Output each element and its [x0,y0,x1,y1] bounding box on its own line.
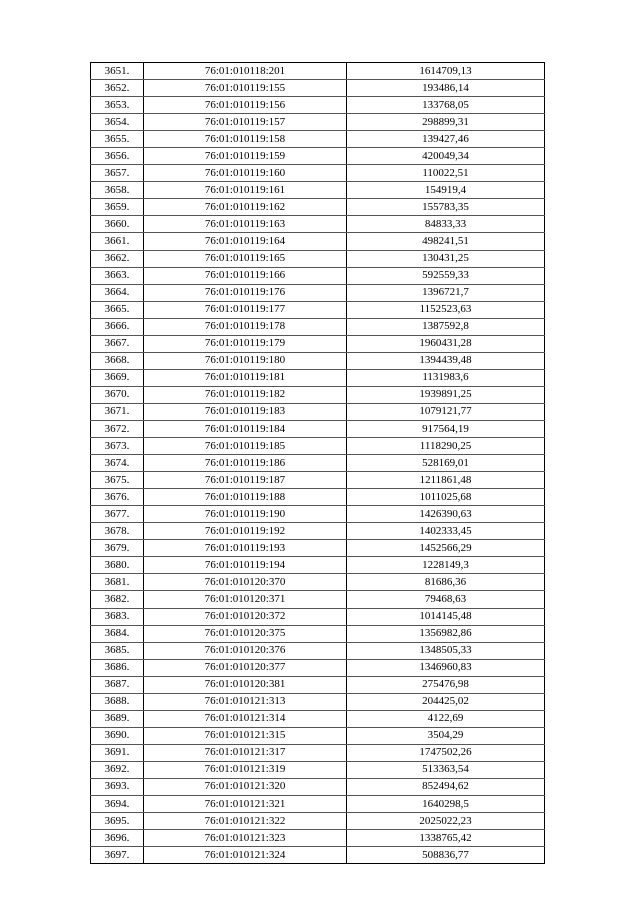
cadastral-number-cell: 76:01:010119:188 [144,489,347,506]
value-cell: 1152523,63 [347,301,545,318]
table-row [91,97,545,114]
value-cell: 193486,14 [347,80,545,97]
table-row [91,676,545,693]
row-number-cell: 3668. [91,352,144,369]
cadastral-number-cell: 76:01:010121:314 [144,710,347,727]
table-body [91,63,545,864]
cadastral-number-cell: 76:01:010120:376 [144,642,347,659]
table-row [91,574,545,591]
row-number-cell: 3678. [91,523,144,540]
data-table [90,62,545,864]
table-row [91,284,545,301]
row-number-cell: 3656. [91,148,144,165]
row-number-cell: 3651. [91,63,144,80]
value-cell: 1939891,25 [347,386,545,403]
cadastral-number-cell: 76:01:010119:166 [144,267,347,284]
row-number-cell: 3690. [91,727,144,744]
cadastral-number-cell: 76:01:010119:187 [144,472,347,489]
cadastral-number-cell: 76:01:010121:315 [144,727,347,744]
row-number-cell: 3664. [91,284,144,301]
cadastral-number-cell: 76:01:010121:319 [144,761,347,778]
table-row [91,608,545,625]
row-number-cell: 3671. [91,403,144,420]
row-number-cell: 3662. [91,250,144,267]
value-cell: 592559,33 [347,267,545,284]
table-row [91,386,545,403]
value-cell: 852494,62 [347,778,545,795]
value-cell: 154919,4 [347,182,545,199]
value-cell: 1640298,5 [347,796,545,813]
cadastral-number-cell: 76:01:010121:317 [144,744,347,761]
cadastral-number-cell: 76:01:010120:370 [144,574,347,591]
row-number-cell: 3652. [91,80,144,97]
value-cell: 155783,35 [347,199,545,216]
table-row [91,80,545,97]
table-row [91,642,545,659]
cadastral-number-cell: 76:01:010119:177 [144,301,347,318]
cadastral-number-cell: 76:01:010121:324 [144,847,347,864]
row-number-cell: 3676. [91,489,144,506]
cadastral-number-cell: 76:01:010121:322 [144,813,347,830]
table-row [91,847,545,864]
cadastral-number-cell: 76:01:010119:186 [144,455,347,472]
table-row [91,165,545,182]
value-cell: 1346960,83 [347,659,545,676]
cadastral-number-cell: 76:01:010119:159 [144,148,347,165]
value-cell: 1394439,48 [347,352,545,369]
row-number-cell: 3691. [91,744,144,761]
row-number-cell: 3669. [91,369,144,386]
row-number-cell: 3657. [91,165,144,182]
table-row [91,199,545,216]
table-row [91,148,545,165]
row-number-cell: 3661. [91,233,144,250]
cadastral-number-cell: 76:01:010119:193 [144,540,347,557]
table-row [91,778,545,795]
table-row [91,301,545,318]
cadastral-number-cell: 76:01:010121:313 [144,693,347,710]
value-cell: 1228149,3 [347,557,545,574]
row-number-cell: 3659. [91,199,144,216]
value-cell: 498241,51 [347,233,545,250]
value-cell: 917564,19 [347,420,545,437]
value-cell: 1131983,6 [347,369,545,386]
cadastral-number-cell: 76:01:010119:182 [144,386,347,403]
table-row [91,63,545,80]
value-cell: 1396721,7 [347,284,545,301]
table-row [91,233,545,250]
row-number-cell: 3688. [91,693,144,710]
value-cell: 1356982,86 [347,625,545,642]
value-cell: 110022,51 [347,165,545,182]
cadastral-number-cell: 76:01:010119:155 [144,80,347,97]
table-row [91,250,545,267]
table-row [91,625,545,642]
table-row [91,796,545,813]
row-number-cell: 3655. [91,131,144,148]
value-cell: 1452566,29 [347,540,545,557]
cadastral-number-cell: 76:01:010119:162 [144,199,347,216]
row-number-cell: 3679. [91,540,144,557]
value-cell: 84833,33 [347,216,545,233]
row-number-cell: 3689. [91,710,144,727]
row-number-cell: 3675. [91,472,144,489]
row-number-cell: 3695. [91,813,144,830]
row-number-cell: 3687. [91,676,144,693]
table-row [91,591,545,608]
table-row [91,744,545,761]
cadastral-number-cell: 76:01:010119:183 [144,403,347,420]
row-number-cell: 3653. [91,97,144,114]
value-cell: 3504,29 [347,727,545,744]
row-number-cell: 3682. [91,591,144,608]
value-cell: 513363,54 [347,761,545,778]
row-number-cell: 3663. [91,267,144,284]
cadastral-number-cell: 76:01:010120:372 [144,608,347,625]
table-row [91,455,545,472]
table-row [91,438,545,455]
value-cell: 1614709,13 [347,63,545,80]
cadastral-number-cell: 76:01:010119:165 [144,250,347,267]
cadastral-number-cell: 76:01:010119:176 [144,284,347,301]
value-cell: 1348505,33 [347,642,545,659]
value-cell: 1079121,77 [347,403,545,420]
row-number-cell: 3697. [91,847,144,864]
cadastral-number-cell: 76:01:010119:192 [144,523,347,540]
cadastral-number-cell: 76:01:010119:157 [144,114,347,131]
row-number-cell: 3672. [91,420,144,437]
table-row [91,114,545,131]
value-cell: 275476,98 [347,676,545,693]
value-cell: 130431,25 [347,250,545,267]
table-row [91,830,545,847]
cadastral-number-cell: 76:01:010121:323 [144,830,347,847]
cadastral-number-cell: 76:01:010121:321 [144,796,347,813]
row-number-cell: 3674. [91,455,144,472]
table-row [91,659,545,676]
row-number-cell: 3684. [91,625,144,642]
table-row [91,540,545,557]
row-number-cell: 3658. [91,182,144,199]
cadastral-number-cell: 76:01:010119:184 [144,420,347,437]
value-cell: 204425,02 [347,693,545,710]
value-cell: 1011025,68 [347,489,545,506]
cadastral-number-cell: 76:01:010119:178 [144,318,347,335]
value-cell: 1747502,26 [347,744,545,761]
value-cell: 420049,34 [347,148,545,165]
value-cell: 133768,05 [347,97,545,114]
cadastral-number-cell: 76:01:010119:185 [144,438,347,455]
row-number-cell: 3665. [91,301,144,318]
row-number-cell: 3680. [91,557,144,574]
cadastral-number-cell: 76:01:010119:181 [144,369,347,386]
cadastral-number-cell: 76:01:010120:377 [144,659,347,676]
cadastral-number-cell: 76:01:010119:190 [144,506,347,523]
row-number-cell: 3694. [91,796,144,813]
table-row [91,267,545,284]
cadastral-number-cell: 76:01:010120:381 [144,676,347,693]
cadastral-number-cell: 76:01:010118:201 [144,63,347,80]
row-number-cell: 3692. [91,761,144,778]
value-cell: 298899,31 [347,114,545,131]
table-row [91,693,545,710]
table-row [91,710,545,727]
table-row [91,131,545,148]
value-cell: 1426390,63 [347,506,545,523]
cadastral-number-cell: 76:01:010120:371 [144,591,347,608]
table-row [91,813,545,830]
value-cell: 508836,77 [347,847,545,864]
table-row [91,472,545,489]
cadastral-number-cell: 76:01:010119:179 [144,335,347,352]
value-cell: 79468,63 [347,591,545,608]
table-row [91,506,545,523]
value-cell: 2025022,23 [347,813,545,830]
table-row [91,318,545,335]
value-cell: 1014145,48 [347,608,545,625]
table-row [91,420,545,437]
row-number-cell: 3670. [91,386,144,403]
table-row [91,557,545,574]
row-number-cell: 3685. [91,642,144,659]
row-number-cell: 3683. [91,608,144,625]
row-number-cell: 3660. [91,216,144,233]
table-row [91,216,545,233]
value-cell: 1118290,25 [347,438,545,455]
row-number-cell: 3673. [91,438,144,455]
value-cell: 1960431,28 [347,335,545,352]
cadastral-number-cell: 76:01:010119:156 [144,97,347,114]
row-number-cell: 3667. [91,335,144,352]
cadastral-number-cell: 76:01:010119:161 [144,182,347,199]
table-row [91,489,545,506]
value-cell: 1338765,42 [347,830,545,847]
cadastral-number-cell: 76:01:010119:163 [144,216,347,233]
cadastral-number-cell: 76:01:010119:160 [144,165,347,182]
cadastral-number-cell: 76:01:010120:375 [144,625,347,642]
table-row [91,727,545,744]
value-cell: 528169,01 [347,455,545,472]
value-cell: 1211861,48 [347,472,545,489]
table-row [91,352,545,369]
value-cell: 139427,46 [347,131,545,148]
cadastral-number-cell: 76:01:010119:194 [144,557,347,574]
value-cell: 4122,69 [347,710,545,727]
row-number-cell: 3693. [91,778,144,795]
cadastral-number-cell: 76:01:010121:320 [144,778,347,795]
table-row [91,335,545,352]
table-row [91,403,545,420]
value-cell: 1402333,45 [347,523,545,540]
value-cell: 1387592,8 [347,318,545,335]
row-number-cell: 3686. [91,659,144,676]
cadastral-number-cell: 76:01:010119:164 [144,233,347,250]
cadastral-number-cell: 76:01:010119:180 [144,352,347,369]
table-row [91,761,545,778]
row-number-cell: 3654. [91,114,144,131]
table-row [91,369,545,386]
row-number-cell: 3666. [91,318,144,335]
row-number-cell: 3696. [91,830,144,847]
table-row [91,523,545,540]
cadastral-number-cell: 76:01:010119:158 [144,131,347,148]
table-row [91,182,545,199]
value-cell: 81686,36 [347,574,545,591]
row-number-cell: 3677. [91,506,144,523]
row-number-cell: 3681. [91,574,144,591]
